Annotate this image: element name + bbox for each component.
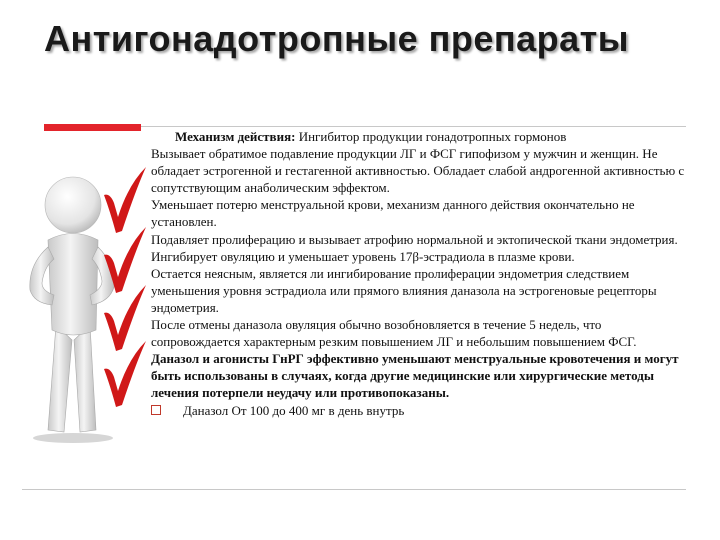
paragraph-danazol-gnrh: Даназол и агонисты ГнРГ эффективно уменьшают менструальные кровотечения и могут быть использованы в случаях, когда другие медицинские или хирургические методы лечения потерпели неудачу или противопоказаны. [151,351,679,401]
slide-title: Антигонадотропные препараты [44,18,629,59]
bullet-danazol-dose [151,402,691,419]
paragraph-after-withdrawal: После отмены даназола овуляция обычно возобновляется в течение 5 недель, что сопровождается характерным резким повышением ЛГ и небольшим повышением ФСГ. [151,317,637,350]
mechanism-text: Ингибитор продукции гонадотропных гормонов [295,129,567,144]
square-bullet-icon [151,405,161,415]
paragraph-mechanism [151,128,691,145]
paragraph-proliferation: Подавляет пролиферацию и вызывает атрофию нормальной и эктопической ткани эндометрия. [151,231,678,247]
paragraph-ovulation: Ингибирует овуляцию и уменьшает уровень 17β-эстрадиола в плазме крови. [151,248,575,264]
mechanism-heading: Механизм действия: [175,129,296,144]
paragraph-unclear: Остается неясным, является ли ингибирование пролиферации эндометрия следствием уменьшения уровня эстрадиола или прямого влияния даназола на эстрогеновые рецепторы эндометрия. [151,265,657,315]
title-underline-accent [44,124,141,131]
bullet-text: Даназол От 100 до 400 мг в день внутрь [183,402,405,418]
paragraph-suppression: Вызывает обратимое подавление продукции ЛГ и ФСГ гипофизом у мужчин и женщин. Не обладает эстрогенной и гестагенной активностью. Обладает слабой андрогенной активностью с сопутствующим анаболическим эффектом. [151,146,685,196]
paragraph-blood-loss: Уменьшает потерю менструальной крови, механизм данного действия окончательно не установлен. [151,197,635,230]
title-underline-rule [141,126,686,127]
content-body [151,128,691,419]
bottom-rule [22,489,686,490]
